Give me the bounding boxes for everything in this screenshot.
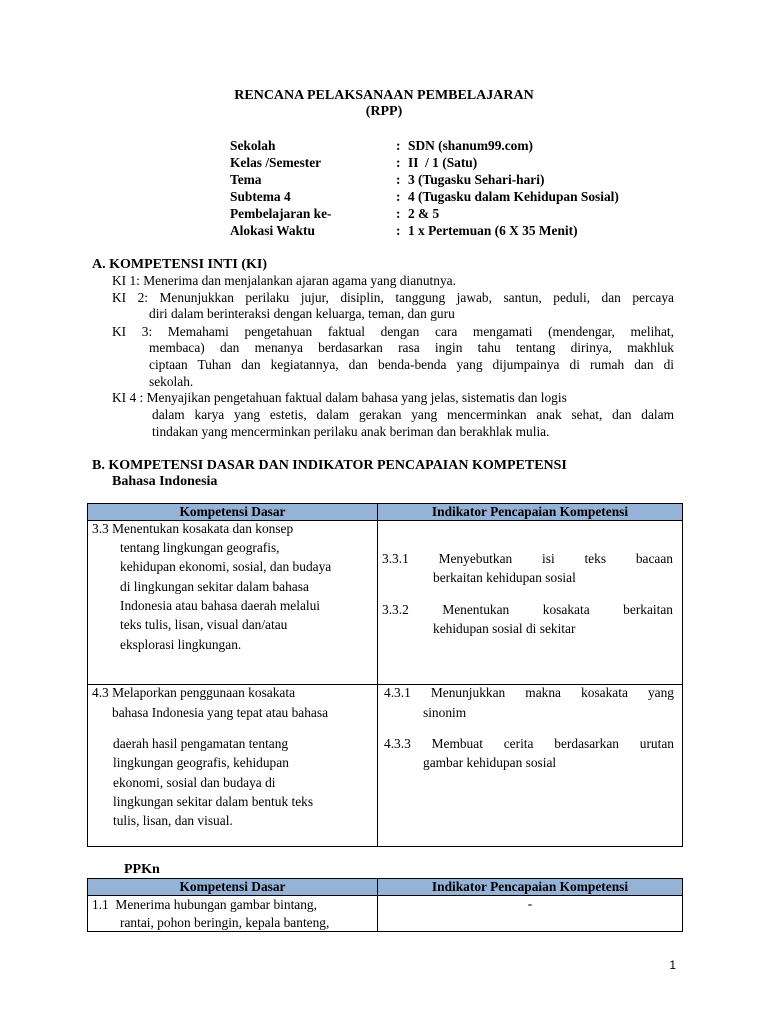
table-row xyxy=(88,521,683,685)
indikator-cell xyxy=(378,896,683,932)
ki4-text-cont: tindakan yang mencerminkan perilaku anak beriman dan berakhlak mulia. xyxy=(152,424,550,439)
section-b-heading: B. KOMPETENSI DASAR DAN INDIKATOR PENCAPAIAN KOMPETENSI xyxy=(92,458,567,473)
indikator-text: 4.3.1 Menunjukkan makna kosakata yang xyxy=(384,685,674,700)
col-header-kompetensi-dasar: Kompetensi Dasar xyxy=(88,504,378,521)
kd-text: 3.3 Menentukan kosakata dan konsep xyxy=(92,521,294,536)
identity-label: Subtema 4 xyxy=(230,189,291,204)
ki4-text-cont: dalam karya yang estetis, dalam gerakan yang mencerminkan anak sehat, dan dalam xyxy=(152,407,674,422)
kd-text: lingkungan sekitar dalam bentuk teks xyxy=(113,794,314,809)
kd-text: rantai, pohon beringin, kepala banteng, xyxy=(120,915,330,930)
identity-colon: : xyxy=(396,223,401,238)
identity-value: 2 & 5 xyxy=(408,206,440,221)
kd-text: bahasa Indonesia yang tepat atau bahasa xyxy=(112,705,329,720)
identity-colon: : xyxy=(396,206,401,221)
indikator-text: gambar kehidupan sosial xyxy=(423,755,557,770)
kd-text: lingkungan geografis, kehidupan xyxy=(113,755,289,770)
identity-label: Tema xyxy=(230,172,262,187)
indikator-cell xyxy=(378,685,683,847)
kd-cell xyxy=(88,685,378,847)
identity-value: II / 1 (Satu) xyxy=(408,155,478,170)
col-header-indikator: Indikator Pencapaian Kompetensi xyxy=(378,504,683,521)
indikator-text: - xyxy=(527,896,533,911)
section-a-heading: A. KOMPETENSI INTI (KI) xyxy=(92,257,268,272)
identity-label: Kelas /Semester xyxy=(230,155,322,170)
indikator-text: 4.3.3 Membuat cerita berdasarkan urutan xyxy=(384,736,674,751)
kd-text: tentang lingkungan geografis, xyxy=(120,540,280,555)
subject-ppkn: PPKn xyxy=(124,862,160,877)
ki3-text-cont: membaca) dan menanya berdasarkan rasa ingin tahu tentang dirinya, makhluk xyxy=(149,340,674,355)
kd-cell xyxy=(88,896,378,932)
col-header-kompetensi-dasar: Kompetensi Dasar xyxy=(88,879,378,896)
kd-text: daerah hasil pengamatan tentang xyxy=(113,736,289,751)
identity-colon: : xyxy=(396,155,401,170)
document-title: RENCANA PELAKSANAAN PEMBELAJARAN xyxy=(234,88,534,103)
ki1-text: KI 1: Menerima dan menjalankan ajaran agama yang dianutnya. xyxy=(112,273,456,288)
kd-text: teks tulis, lisan, visual dan/atau xyxy=(120,617,288,632)
ki2-text-cont: diri dalam berinteraksi dengan keluarga, teman, dan guru xyxy=(149,306,455,321)
table-row xyxy=(88,685,683,847)
identity-colon: : xyxy=(396,172,401,187)
identity-value: SDN (shanum99.com) xyxy=(408,138,533,153)
document-subtitle: (RPP) xyxy=(365,104,403,119)
kd-text: kehidupan ekonomi, sosial, dan budaya xyxy=(120,559,332,574)
identity-value: 1 x Pertemuan (6 X 35 Menit) xyxy=(408,223,578,238)
indikator-text: 3.3.1 Menyebutkan isi teks bacaan xyxy=(382,551,673,566)
indikator-text: 3.3.2 Menentukan kosakata berkaitan xyxy=(382,602,673,617)
ki4-text: KI 4 : Menyajikan pengetahuan faktual dalam bahasa yang jelas, sistematis dan logis xyxy=(112,390,567,405)
kd-table-bahasa-indonesia xyxy=(87,503,683,847)
identity-value: 4 (Tugasku dalam Kehidupan Sosial) xyxy=(408,189,619,204)
kd-table-ppkn xyxy=(87,878,683,932)
identity-value: 3 (Tugasku Sehari-hari) xyxy=(408,172,545,187)
ki3-text: KI 3: Memahami pengetahuan faktual dengan cara mengamati (mendengar, melihat, xyxy=(112,324,674,339)
kd-text: 1.1 Menerima hubungan gambar bintang, xyxy=(92,897,317,912)
kd-cell xyxy=(88,521,378,685)
identity-colon: : xyxy=(396,138,401,153)
col-header-indikator: Indikator Pencapaian Kompetensi xyxy=(378,879,683,896)
ki3-text-cont: sekolah. xyxy=(149,374,194,389)
kd-text: Indonesia atau bahasa daerah melalui xyxy=(120,598,321,613)
identity-label: Sekolah xyxy=(230,138,276,153)
ki3-text-cont: ciptaan Tuhan dan kegiatannya, dan benda-benda yang dijumpainya di rumah dan di xyxy=(149,357,674,372)
indikator-text: berkaitan kehidupan sosial xyxy=(433,570,576,585)
indikator-cell xyxy=(378,521,683,685)
identity-label: Alokasi Waktu xyxy=(230,223,315,238)
kd-text: tulis, lisan, dan visual. xyxy=(113,813,233,828)
kd-text: eksplorasi lingkungan. xyxy=(120,637,242,652)
indikator-text: sinonim xyxy=(423,705,467,720)
identity-colon: : xyxy=(396,189,401,204)
indikator-text: kehidupan sosial di sekitar xyxy=(433,621,576,636)
page-number: 1 xyxy=(669,958,676,972)
kd-text: ekonomi, sosial dan budaya di xyxy=(113,775,276,790)
identity-label: Pembelajaran ke- xyxy=(230,206,332,221)
subject-bahasa-indonesia: Bahasa Indonesia xyxy=(112,474,218,489)
ki2-text: KI 2: Menunjukkan perilaku jujur, disiplin, tanggung jawab, santun, peduli, dan percaya xyxy=(112,290,674,305)
kd-text: 4.3 Melaporkan penggunaan kosakata xyxy=(92,685,296,700)
kd-text: di lingkungan sekitar dalam bahasa xyxy=(120,579,309,594)
table-row xyxy=(88,896,683,932)
